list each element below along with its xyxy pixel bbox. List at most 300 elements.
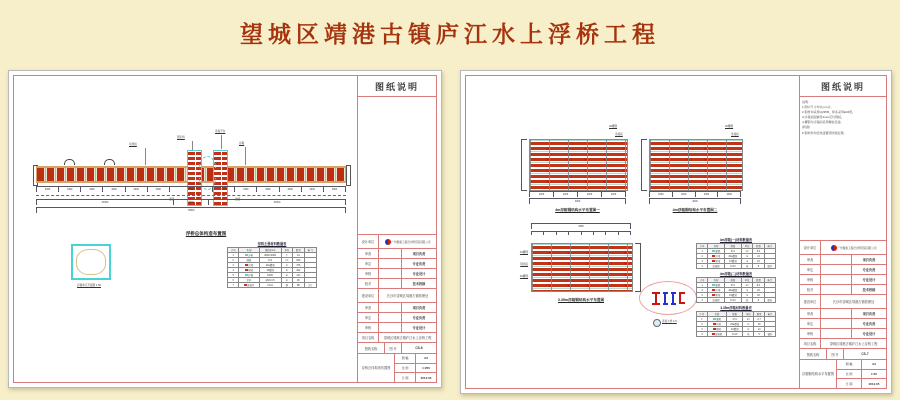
table-cell: m (743, 327, 754, 332)
titleblock-cell: 长沙市望城区靖港古镇管理处 (378, 289, 436, 302)
titleblock-cell: 审核 (806, 332, 814, 336)
detail-caption: 连接大样 1:5 (662, 320, 677, 323)
table-cell: 合计 (304, 283, 316, 288)
titleblock-value: A3 (415, 354, 436, 363)
annotation-label: 系缆桩 (129, 143, 137, 146)
titleblock-cell: 审定 (806, 268, 814, 272)
table-cell: m² (281, 258, 292, 263)
materials-table-block (227, 241, 317, 288)
titleblock-row (800, 294, 886, 308)
table-header: 数量 (753, 244, 764, 249)
table-cell: 连接板 (708, 264, 724, 269)
titleblock-header: 图纸说明 (800, 76, 886, 97)
table-cell: 24 (753, 254, 764, 259)
titleblock-row (800, 274, 886, 284)
titleblock-cell: 项目负责 (851, 309, 886, 318)
titleblock-cell: 技术校核 (851, 285, 886, 294)
table-cell: 1 (697, 283, 708, 288)
pontoon-grid-1 (529, 139, 628, 191)
table-cell: δ=4 (724, 249, 741, 254)
table-cell: 4 (697, 298, 708, 303)
table-cell: 纵梁 (708, 288, 724, 293)
drawing-caption: 4m浮箱钢结构水平布置图二 (672, 208, 718, 212)
table-header: 数量 (754, 312, 765, 317)
table-header: 数量 (753, 278, 764, 283)
titleblock-cell: 审核 (806, 278, 814, 282)
dim-label: 31500 (208, 199, 346, 205)
color-swatch (244, 284, 247, 286)
page-title: 望城区靖港古镇庐江水上浮桥工程 (240, 21, 660, 48)
dim-label: 3300 (36, 186, 58, 192)
drawing-sheet-left (8, 70, 442, 388)
pontoon-unit-outline (76, 249, 106, 275)
mooring-hook-icon (64, 159, 75, 165)
dim-label (581, 231, 593, 235)
bolt-detail-icon (653, 319, 661, 327)
titleblock-key: 日 期 (394, 373, 415, 382)
note-line: 2.钢材均采用Q235B，焊条采用E43型。 (802, 110, 856, 115)
titleblock-row (358, 332, 436, 342)
table-cell: 3 (228, 263, 239, 268)
color-swatch (245, 274, 248, 276)
table-cell: 3 (697, 259, 708, 264)
table-cell: 2 (697, 254, 708, 259)
titleblock-row (800, 359, 886, 388)
dim-label: 7500 (173, 199, 208, 205)
dim-label (556, 231, 568, 235)
table-cell: m (281, 263, 292, 268)
table-cell: 横梁 (708, 259, 724, 264)
note-line: 5.钢构件均需热浸镀锌防腐处理。 (802, 130, 847, 135)
table-cell: 10槽钢 (724, 259, 741, 264)
color-swatch (712, 294, 715, 296)
titleblock-cell: 浮桥总体构造布置图 (361, 366, 391, 370)
table-cell: m (281, 268, 292, 273)
table-cell: m (743, 322, 754, 327)
dim-label: 3300 (279, 186, 301, 192)
titleblock-cell: 项目负责 (401, 303, 436, 312)
titleblock-cell: 浮箱钢结构水平布置图 (802, 372, 834, 376)
titleblock-cell (378, 269, 401, 278)
table-cell: 块 (741, 298, 752, 303)
note-line: 4.槽钢与浮箱间采用螺栓连接。 (802, 120, 844, 125)
table-cell: m² (741, 283, 752, 288)
annotation-label: 锚链 (169, 198, 175, 201)
dim-label: 3300 (80, 186, 102, 192)
table-cell: 套 (281, 283, 292, 288)
drawing-caption: 浮桥总体构造布置图 (185, 231, 227, 236)
dim-label (531, 231, 543, 235)
table-cell: δ=10 (724, 264, 741, 269)
titleblock-cell: CS-7 (843, 349, 886, 359)
table-cell: 护舷 (239, 273, 259, 278)
dim-label: 1000 (553, 191, 577, 197)
titleblock-cell (378, 279, 401, 288)
titleblock (799, 76, 886, 388)
table-title: 3.35m浮箱材料数量表 (720, 306, 752, 310)
dimension-row (529, 191, 626, 197)
dim-label: 3300 (125, 186, 147, 192)
color-swatch (713, 328, 716, 330)
titleblock-cell: 技术校核 (401, 279, 436, 288)
table-cell: 连接板 (708, 298, 724, 303)
table-cell: 面板 (708, 283, 724, 288)
table-cell: 4000×2000 (259, 253, 281, 258)
table-cell: 1 (228, 253, 239, 258)
titleblock-cell: 专业设计 (851, 275, 886, 284)
table-cell: 20a槽钢 (724, 254, 741, 259)
table-cell: 4 (697, 332, 708, 337)
titleblock-cell (820, 329, 851, 338)
table-cell: 4 (697, 264, 708, 269)
table-cell: 10槽钢 (724, 293, 741, 298)
table-cell: 连接板 (707, 332, 726, 337)
table-header: 序号 (697, 244, 708, 249)
annotation-label: 20槽钢 (519, 275, 528, 278)
titleblock-row (800, 284, 886, 294)
company-logo-icon (385, 239, 391, 245)
titleblock-cell: 项目负责 (401, 249, 436, 258)
titleblock-value: 2012.05 (861, 379, 886, 388)
pontoon-grid-3 (531, 243, 633, 292)
titleblock-cell: 专业设计 (401, 269, 436, 278)
color-swatch (713, 318, 716, 320)
titleblock-cell: 专业设计 (401, 323, 436, 332)
materials-table (696, 243, 776, 269)
table-title: 浮桥主要材料数量表 (257, 242, 287, 246)
titleblock-key: 图 幅 (836, 360, 861, 369)
table-cell: 44 (293, 253, 304, 258)
titleblock-rows (358, 234, 436, 382)
table-cell: 14 (754, 327, 765, 332)
table-cell: 20a槽钢 (726, 322, 742, 327)
table-cell: 连接件 (239, 283, 259, 288)
dimension-row-total (529, 198, 626, 204)
materials-table-host (227, 247, 317, 288)
titleblock-cell: 设计单位 (803, 246, 817, 250)
titleblock-cell: 专业负责 (401, 259, 436, 268)
table-row (697, 298, 776, 303)
table-header: 名称 (707, 312, 726, 317)
steel-section-icon (652, 292, 660, 305)
table-cell: D200 (259, 273, 281, 278)
dim-label: 3300 (58, 186, 80, 192)
note-line: (防腐) (802, 125, 810, 130)
table-cell: 2 (697, 322, 708, 327)
titleblock-row (358, 342, 436, 353)
table-cell: m² (741, 249, 752, 254)
annotation-label: 20槽钢 (725, 125, 734, 128)
table-cell: δ=4 (259, 258, 281, 263)
table-cell: 26 (753, 288, 764, 293)
pontoon-unit-detail (71, 244, 111, 280)
titleblock-cell: 项目名称 (361, 336, 375, 340)
table-cell: 141 (293, 273, 304, 278)
table-header: 备注 (764, 278, 775, 283)
titleblock-row (800, 328, 886, 338)
table-cell: 栏杆 (239, 278, 259, 283)
table-cell: 292 (293, 268, 304, 273)
company-logo-icon (831, 245, 837, 251)
table-cell: 纵梁 (708, 254, 724, 259)
color-swatch (712, 260, 715, 262)
table-cell: m (741, 254, 752, 259)
titleblock-cell (820, 285, 851, 294)
titleblock-row (358, 288, 436, 302)
titleblock-cell: 校对 (364, 282, 372, 286)
dim-label: 1000 (577, 191, 601, 197)
titleblock-cell: 专业负责 (851, 319, 886, 328)
table-cell: 镀锌 (765, 332, 776, 337)
table-title: 4m浮箱(一)材料数量表 (719, 238, 753, 242)
table-cell: 横梁 (239, 268, 259, 273)
titleblock-cell: 审查 (364, 306, 372, 310)
titleblock-cell (820, 275, 851, 284)
dim-label (593, 231, 605, 235)
titleblock-row (800, 318, 886, 328)
bridge-endcap-right (346, 165, 351, 186)
color-swatch (712, 333, 715, 335)
table-header: 备 注 (304, 248, 316, 253)
annotation-label: 10槽钢 (519, 251, 528, 254)
table-cell: 88 (293, 283, 304, 288)
table-cell: 10槽钢 (259, 268, 281, 273)
titleblock-row (358, 268, 436, 278)
dimension-row-tier1 (36, 199, 346, 205)
titleblock-row (358, 302, 436, 312)
table-cell: δ=10 (726, 332, 742, 337)
steel-section-icon (671, 292, 676, 305)
titleblock-cell: 审查 (806, 258, 814, 262)
titleblock-cell (378, 235, 436, 248)
table-cell: 浮箱 (239, 253, 259, 258)
steel-section-icon (663, 292, 668, 305)
table-row (228, 283, 317, 288)
note-line: 1.图中尺寸均以mm计。 (802, 105, 834, 110)
table-cell: m (281, 273, 292, 278)
table-cell: 2 (228, 258, 239, 263)
table-cell: 面板 (707, 317, 726, 322)
titleblock-subrow (836, 378, 886, 388)
titleblock-row (358, 353, 436, 382)
dimension-row-total (649, 198, 741, 204)
titleblock-value: 1:50 (861, 370, 886, 379)
titleblock-row (800, 240, 886, 254)
dim-label: 3300 (256, 186, 278, 192)
titleblock-cell: 审定 (806, 322, 814, 326)
table-cell: φ60×3.5 (259, 278, 281, 283)
titleblock-value: 1:250 (415, 364, 436, 373)
titleblock-value: A3 (861, 360, 886, 369)
table-cell: 8 (753, 264, 764, 269)
titleblock-cell: 专业负责 (401, 313, 436, 322)
dim-label: 3300 (102, 186, 124, 192)
company-name: 广州船舶工程设计研究院有限公司 (391, 240, 431, 244)
table-cell: 镀锌 (764, 298, 775, 303)
annotation-label: 20槽钢 (609, 125, 618, 128)
titleblock-cell (378, 303, 401, 312)
table-cell: 纵梁 (239, 263, 259, 268)
table-cell: δ=4 (724, 283, 741, 288)
dim-label: 1000 (672, 191, 695, 197)
dim-label (568, 231, 580, 235)
titleblock-row (358, 234, 436, 248)
table-cell: m (741, 259, 752, 264)
table-header: 名称 (708, 278, 724, 283)
titleblock-cell: 建设单位 (803, 300, 817, 304)
table-header: 规格 (724, 278, 741, 283)
note-line: 说明: (802, 100, 809, 104)
titleblock-row (800, 348, 886, 359)
drawing-caption: 4m浮箱钢结构水平布置图一 (555, 208, 600, 212)
table-cell: 5 (228, 273, 239, 278)
materials-table (227, 247, 317, 288)
table-cell: δ=10 (724, 298, 741, 303)
table-cell: 镀锌 (764, 264, 775, 269)
titleblock-cell (820, 309, 851, 318)
table-cell: m (281, 278, 292, 283)
drawing-caption: 3.35m浮箱钢结构水平布置图 (557, 298, 605, 302)
table-header: 规格(mm) (259, 248, 281, 253)
table-cell: 3 (697, 327, 708, 332)
dim-label: 7500 (169, 186, 212, 192)
dim-label: 1000 (601, 191, 626, 197)
notes-area (358, 97, 436, 234)
table-title: 4m浮箱(二)材料数量表 (719, 272, 753, 276)
table-cell: 16 (753, 259, 764, 264)
leader-line (192, 141, 193, 150)
titleblock-cell: 图 号 (384, 343, 401, 353)
height-bracket (641, 139, 647, 191)
titleblock-cell: CS-6 (401, 343, 436, 353)
materials-table-block (696, 271, 776, 303)
titleblock-cell: 专业设计 (851, 329, 886, 338)
table-cell: 20a槽钢 (259, 263, 281, 268)
company-name: 广州船舶工程设计研究院有限公司 (837, 246, 877, 250)
dim-label: 70500 (36, 207, 346, 213)
color-swatch (712, 250, 715, 252)
drawing-sheet-right (460, 70, 892, 394)
dim-label (618, 231, 631, 235)
titleblock-cell (820, 265, 851, 274)
dim-label: 4000 (529, 198, 626, 204)
dim-label: 4000 (649, 198, 741, 204)
titleblock-cell: 审查 (364, 252, 372, 256)
dimension-row-segments (36, 186, 346, 192)
table-cell: 8.0 (753, 249, 764, 254)
table-header: 序号 (697, 312, 708, 317)
table-cell: 3 (697, 293, 708, 298)
notes-area (800, 97, 886, 240)
titleblock-stack (394, 354, 436, 382)
annotation-label: 连接板 (615, 133, 623, 136)
titleblock-subrow (394, 354, 436, 363)
detail-caption: 浮箱单元平面图 1:50 (77, 284, 101, 287)
table-cell: 6 (228, 278, 239, 283)
dim-label: 3300 (323, 186, 346, 192)
table-cell: 1 (697, 249, 708, 254)
titleblock-cell: 项目负责 (851, 255, 886, 264)
titleblock-cell: 校对 (806, 288, 814, 292)
titleblock-cell: 望城区靖港古镇庐江水上浮桥工程 (820, 339, 886, 348)
titleblock-cell: 审查 (806, 312, 814, 316)
table-cell: 6 (754, 332, 765, 337)
materials-table-block (696, 305, 776, 337)
waterline-dashed (36, 195, 346, 196)
titleblock-cell: 图 号 (826, 349, 843, 359)
titleblock-key: 图 幅 (394, 354, 415, 363)
table-header: 数量 (293, 248, 304, 253)
dim-label: 3350 (531, 223, 631, 229)
titleblock (357, 76, 436, 382)
titleblock-row (800, 308, 886, 318)
materials-table (696, 277, 776, 303)
table-header: 单位 (741, 244, 752, 249)
height-bracket (635, 243, 641, 292)
titleblock-row (358, 278, 436, 288)
annotation-label: 连接板 (731, 133, 739, 136)
materials-table-host (696, 311, 776, 337)
titleblock-cell (378, 323, 401, 332)
color-swatch (712, 255, 715, 257)
table-cell: 376 (293, 263, 304, 268)
dim-label: 3300 (147, 186, 169, 192)
dim-label: 1000 (529, 191, 553, 197)
titleblock-cell: 审定 (364, 316, 372, 320)
table-cell: δ=4 (726, 317, 742, 322)
table-cell: m (741, 293, 752, 298)
table-cell: 96 (293, 278, 304, 283)
titleblock-key: 比 例 (394, 364, 415, 373)
table-cell: 横梁 (708, 293, 724, 298)
table-cell: m² (743, 317, 754, 322)
note-line: 3.浮箱顶面铺设4mm花纹钢板。 (802, 115, 845, 120)
titleblock-cell (820, 241, 886, 254)
titleblock-subrow (836, 360, 886, 369)
table-cell: 块 (743, 332, 754, 337)
dim-label: 3300 (301, 186, 323, 192)
titleblock-row (358, 322, 436, 332)
leader-line (145, 148, 146, 165)
table-header: 序号 (228, 248, 239, 253)
titleblock-row (800, 264, 886, 274)
materials-table (696, 311, 776, 337)
table-cell: 10槽钢 (726, 327, 742, 332)
table-cell: 7 (228, 283, 239, 288)
table-cell: 个 (281, 253, 292, 258)
titleblock-cell (820, 319, 851, 328)
titleblock-cell (378, 249, 401, 258)
table-header: 名 称 (239, 248, 259, 253)
color-swatch (713, 323, 716, 325)
dimension-ruler (531, 231, 631, 235)
table-cell: 面板 (708, 249, 724, 254)
titleblock-cell (378, 259, 401, 268)
color-swatch (245, 269, 248, 271)
table-header: 规格 (726, 312, 742, 317)
materials-table-host (696, 243, 776, 269)
titleblock-subrow (394, 363, 436, 373)
titleblock-cell: 建设单位 (361, 294, 375, 298)
titleblock-subrow (836, 369, 886, 379)
mooring-hook-icon (104, 159, 115, 165)
titleblock-header: 图纸说明 (358, 76, 436, 97)
table-header: 单位 (743, 312, 754, 317)
channel-section-icon (679, 292, 685, 304)
table-cell: 528 (293, 258, 304, 263)
annotation-label: 锚链 (235, 198, 241, 201)
dim-label: 1000 (695, 191, 718, 197)
